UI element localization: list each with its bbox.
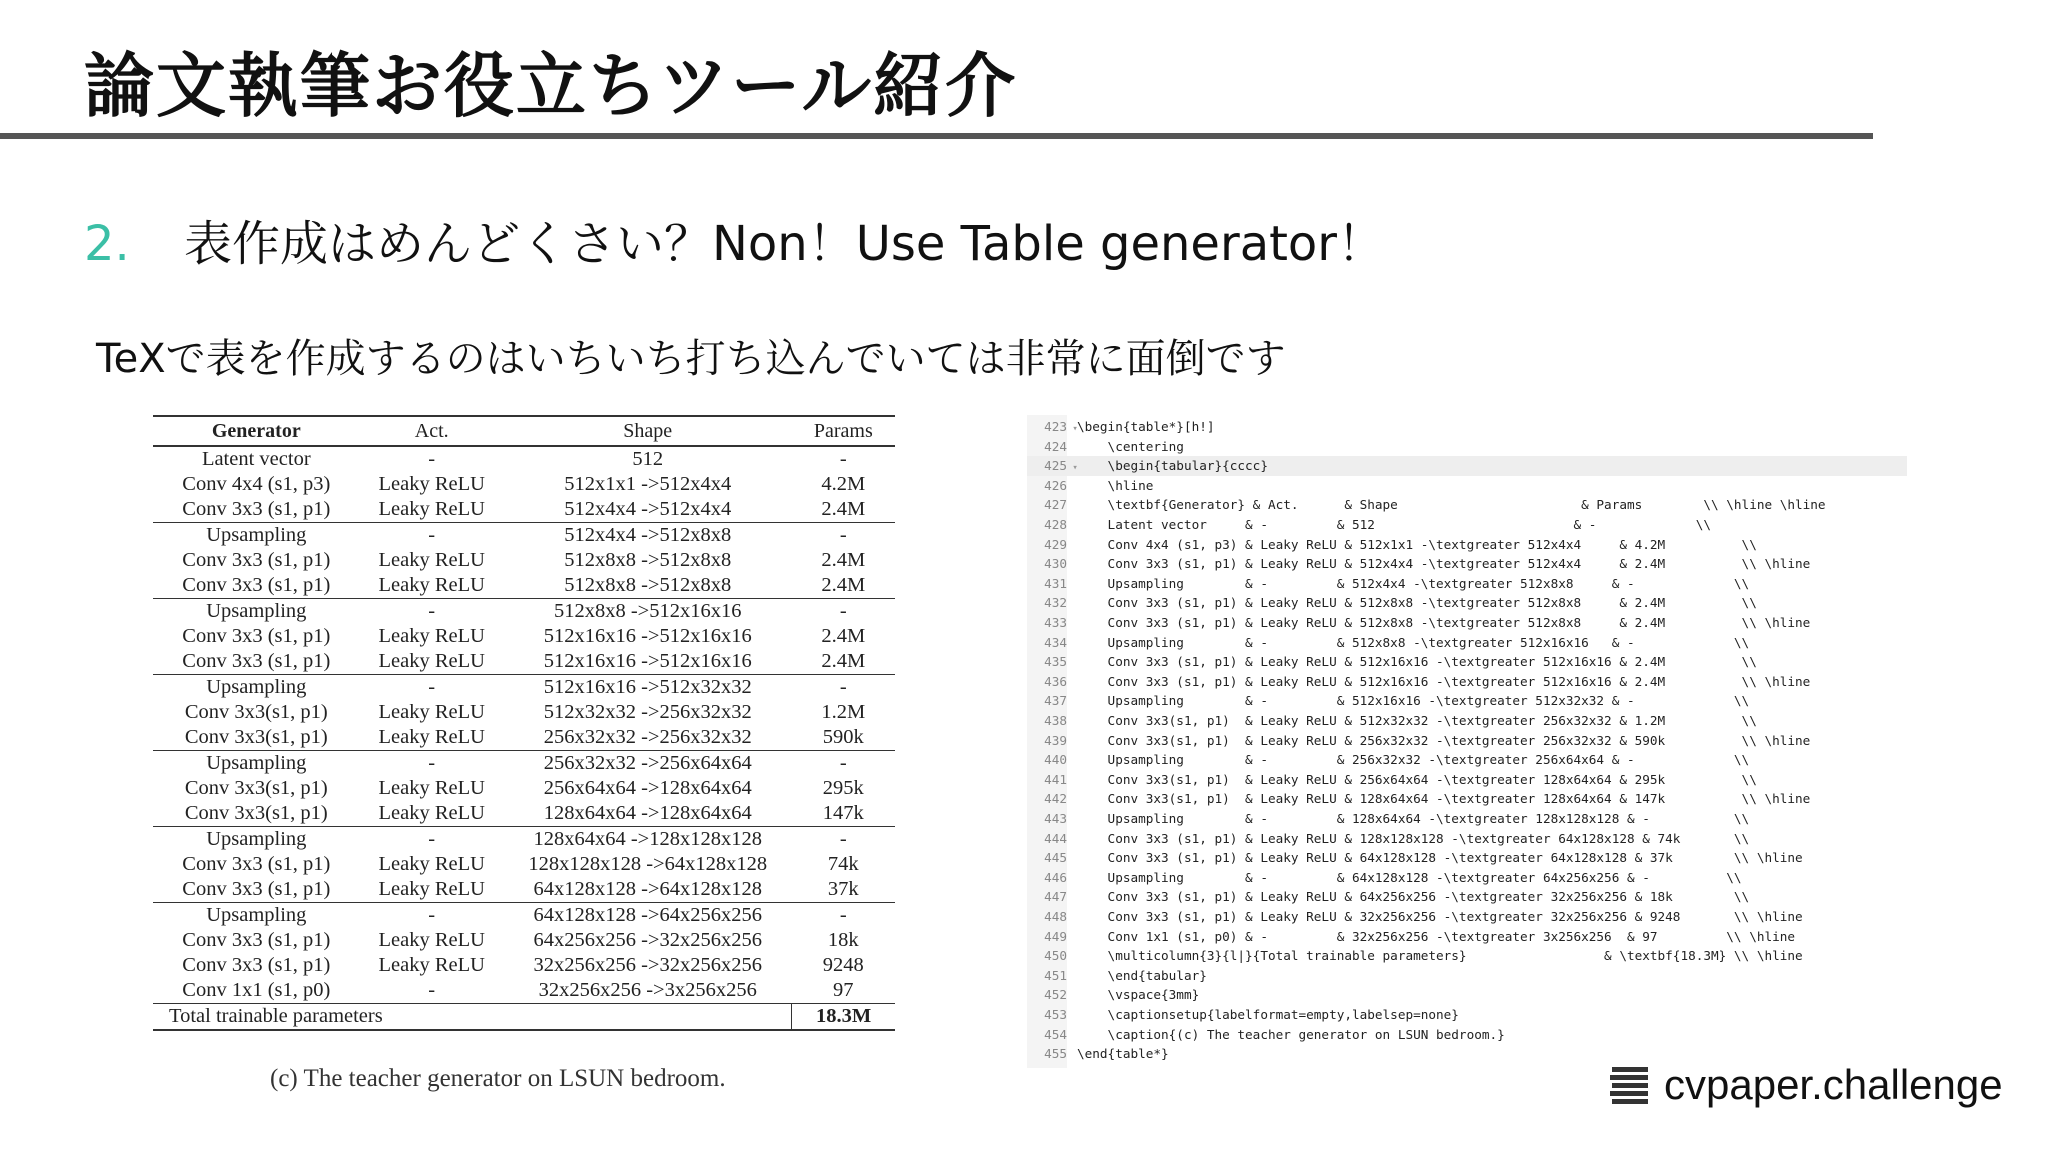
cell-params: -	[839, 524, 847, 546]
line-number: 436	[1044, 673, 1067, 689]
table-row	[153, 978, 895, 1004]
cell-act: Leaky ReLU	[360, 497, 504, 523]
line-number: 441	[1044, 771, 1067, 787]
line-number: 447	[1044, 889, 1067, 905]
code-line[interactable]	[1027, 495, 1907, 515]
line-number: 425	[1044, 458, 1067, 474]
code-text: Conv 3x3(s1, p1) & Leaky ReLU & 256x64x64 -\textgreater 128x64x64 & 295k \\	[1077, 771, 1757, 787]
code-line[interactable]	[1027, 966, 1907, 986]
cell-act: Leaky ReLU	[360, 573, 504, 599]
code-text: \end{table*}	[1077, 1046, 1169, 1062]
stacked-papers-icon	[1608, 1065, 1652, 1105]
cell-params: -	[839, 600, 847, 622]
table-row	[153, 827, 895, 853]
cell-layer: Conv 3x3 (s1, p1)	[182, 954, 331, 976]
code-text: Conv 3x3 (s1, p1) & Leaky ReLU & 512x4x4 -\textgreater 512x4x4 & 2.4M \\ \hline	[1077, 556, 1811, 572]
code-text: Latent vector & - & 512 & - \\	[1077, 517, 1711, 532]
cell-shape: 512x8x8 ->512x8x8	[504, 573, 792, 599]
line-number: 435	[1044, 654, 1067, 670]
cell-layer: Conv 3x3 (s1, p1)	[153, 497, 360, 523]
line-number: 454	[1044, 1026, 1067, 1042]
line-number: 429	[1044, 536, 1067, 552]
line-number: 426	[1044, 477, 1067, 493]
line-number: 442	[1044, 791, 1067, 807]
code-text: \begin{tabular}{cccc}	[1077, 458, 1268, 474]
code-text: Conv 3x3 (s1, p1) & Leaky ReLU & 64x256x256 -\textgreater 32x256x256 & 18k \\	[1077, 889, 1750, 905]
brand-logo	[1608, 1060, 2003, 1110]
cell-params: 2.4M	[792, 497, 895, 523]
cell-shape: 512x8x8 ->512x8x8	[564, 549, 732, 571]
code-line[interactable]	[1027, 770, 1907, 790]
code-text: Upsampling & - & 512x8x8 -\textgreater 512x16x16 & - \\	[1077, 634, 1750, 650]
line-number: 424	[1044, 438, 1067, 454]
line-number: 437	[1044, 693, 1067, 709]
cell-params: -	[839, 448, 847, 470]
cell-shape: 512x16x16 ->512x16x16	[504, 649, 792, 675]
cell-params: 97	[833, 979, 854, 1001]
fold-arrow-icon[interactable]: ▾	[1067, 463, 1078, 474]
cell-layer: Conv 3x3(s1, p1)	[153, 801, 360, 827]
cell-shape: 256x32x32 ->256x64x64	[543, 752, 752, 774]
line-number: 432	[1044, 595, 1067, 611]
code-text: Conv 3x3(s1, p1) & Leaky ReLU & 256x32x32 -\textgreater 256x32x32 & 590k \\ \hline	[1077, 732, 1811, 748]
code-text: \textbf{Generator} & Act. & Shape & Params \\ \hline \hline	[1077, 497, 1826, 513]
fold-arrow-icon[interactable]: ▾	[1067, 424, 1078, 434]
line-number: 439	[1044, 732, 1067, 748]
table-row	[153, 548, 895, 573]
cell-shape: 512x1x1 ->512x4x4	[564, 473, 732, 495]
code-line[interactable]	[1027, 887, 1907, 907]
cell-params: 2.4M	[821, 549, 866, 571]
line-number: 451	[1044, 967, 1067, 983]
cell-layer: Upsampling	[206, 600, 307, 622]
code-text: Conv 3x3(s1, p1) & Leaky ReLU & 128x64x64 -\textgreater 128x64x64 & 147k \\ \hline	[1077, 791, 1811, 807]
code-line[interactable]	[1027, 672, 1907, 692]
line-number: 448	[1044, 909, 1067, 924]
code-text: \vspace{3mm}	[1077, 987, 1200, 1003]
cell-shape: 64x256x256 ->32x256x256	[533, 929, 762, 951]
code-text: \captionsetup{labelformat=empty,labelsep=none}	[1077, 1007, 1459, 1022]
table-body	[153, 446, 895, 1030]
cell-layer: Conv 3x3 (s1, p1)	[153, 573, 360, 599]
cell-shape: 512x4x4 ->512x8x8	[564, 524, 732, 546]
line-number: 446	[1044, 869, 1067, 885]
line-number: 449	[1044, 928, 1067, 944]
cell-params: 9248	[822, 954, 864, 976]
cell-shape: 32x256x256 ->3x256x256	[538, 979, 757, 1001]
code-text: \caption{(c) The teacher generator on LSUN bedroom.}	[1077, 1026, 1505, 1042]
line-number: 450	[1044, 948, 1067, 964]
cell-layer: Upsampling	[206, 904, 307, 926]
code-editor[interactable]	[1027, 415, 1907, 1068]
cell-shape: 256x32x32 ->256x32x32	[504, 725, 792, 751]
cell-params: 37k	[792, 877, 895, 903]
cell-params: 295k	[822, 777, 864, 799]
line-number: 434	[1044, 634, 1067, 650]
cell-params: 2.4M	[792, 573, 895, 599]
cell-shape: 64x128x128 ->64x128x128	[504, 877, 792, 903]
table-row	[153, 472, 895, 497]
table-row	[153, 675, 895, 701]
cell-shape: 64x128x128 ->64x256x256	[533, 904, 762, 926]
code-line[interactable]	[1027, 652, 1907, 672]
code-text: Upsampling & - & 512x4x4 -\textgreater 512x8x8 & - \\	[1077, 575, 1750, 591]
description-text: TeXで表を作成するのはいちいち打ち込んでいては非常に面倒です	[96, 336, 1286, 382]
table-row	[153, 877, 895, 903]
code-text: Upsampling & - & 256x32x32 -\textgreater 256x64x64 & - \\	[1077, 752, 1750, 768]
line-number: 444	[1044, 830, 1067, 846]
line-number: 430	[1044, 556, 1067, 572]
code-text: Conv 3x3 (s1, p1) & Leaky ReLU & 512x8x8 -\textgreater 512x8x8 & 2.4M \\ \hline	[1077, 615, 1811, 630]
table-row	[153, 903, 895, 929]
cell-shape: 512x32x32 ->256x32x32	[543, 701, 752, 723]
line-number: 443	[1044, 811, 1067, 826]
header-shape: Shape	[623, 419, 673, 442]
code-line[interactable]	[1027, 691, 1907, 711]
header-generator: Generator	[211, 419, 301, 442]
code-line[interactable]	[1027, 633, 1907, 653]
line-number: 453	[1044, 1007, 1067, 1022]
cell-act: Leaky ReLU	[360, 801, 504, 827]
logo-text: cvpaper.challenge	[1664, 1061, 2003, 1108]
line-number: 423	[1044, 419, 1067, 434]
cell-layer: Upsampling	[206, 828, 307, 850]
code-line[interactable]	[1027, 848, 1907, 868]
cell-act: -	[428, 979, 436, 1001]
total-label: Total trainable parameters	[153, 1004, 792, 1031]
cell-layer: Upsampling	[206, 752, 307, 774]
table-row	[153, 725, 895, 751]
cell-params: -	[839, 904, 847, 926]
table-row	[153, 497, 895, 523]
code-text: \begin{table*}[h!]	[1077, 419, 1215, 434]
code-line[interactable]	[1027, 456, 1907, 476]
table-row	[153, 523, 895, 549]
bullet-point	[84, 205, 1385, 274]
cell-layer: Conv 3x3(s1, p1)	[184, 777, 328, 799]
cell-shape: 128x128x128 ->64x128x128	[528, 853, 768, 875]
cell-params: 590k	[792, 725, 895, 751]
table-row	[153, 953, 895, 978]
cell-params: 2.4M	[821, 625, 866, 647]
cell-shape: 512x4x4 ->512x4x4	[504, 497, 792, 523]
code-text: \centering	[1077, 438, 1184, 454]
cell-layer: Conv 1x1 (s1, p0)	[182, 979, 331, 1001]
latex-rendered-table	[153, 415, 895, 1031]
cell-shape: 256x64x64 ->128x64x64	[543, 777, 752, 799]
total-row	[153, 1004, 895, 1031]
cell-act: Leaky ReLU	[378, 473, 485, 495]
table-row	[153, 649, 895, 675]
cell-act: -	[428, 904, 436, 926]
cell-layer: Latent vector	[201, 448, 311, 470]
code-line[interactable]	[1027, 476, 1907, 496]
cell-params: 2.4M	[792, 649, 895, 675]
code-line[interactable]	[1027, 809, 1907, 829]
code-line[interactable]	[1027, 574, 1907, 594]
cell-layer: Conv 3x3 (s1, p1)	[182, 625, 331, 647]
cell-layer: Conv 3x3 (s1, p1)	[153, 649, 360, 675]
fold-spacer	[1067, 1047, 1077, 1067]
cell-params: -	[839, 828, 847, 850]
cell-act: Leaky ReLU	[378, 701, 485, 723]
code-line[interactable]	[1027, 907, 1907, 927]
cell-params: 1.2M	[821, 701, 866, 723]
code-line[interactable]	[1027, 711, 1907, 731]
cell-shape: 512x8x8 ->512x16x16	[553, 600, 742, 622]
cell-layer: Conv 3x3 (s1, p1)	[182, 929, 331, 951]
cell-act: -	[428, 828, 436, 850]
cell-act: Leaky ReLU	[378, 954, 485, 976]
code-text: Conv 3x3 (s1, p1) & Leaky ReLU & 512x16x16 -\textgreater 512x16x16 & 2.4M \\ \hline	[1077, 673, 1811, 689]
code-line[interactable]	[1027, 927, 1907, 947]
cell-act: Leaky ReLU	[360, 877, 504, 903]
cell-shape: 512x16x16 ->512x32x32	[543, 676, 752, 698]
table-row	[153, 599, 895, 625]
table-row	[153, 801, 895, 827]
bullet-text: 表作成はめんどくさい？Non！Use Table generator！	[184, 216, 1386, 272]
table-header	[153, 416, 895, 446]
table-row	[153, 446, 895, 472]
code-line[interactable]	[1027, 515, 1907, 535]
cell-shape: 128x64x64 ->128x128x128	[533, 828, 762, 850]
cell-shape: 512x16x16 ->512x16x16	[543, 625, 752, 647]
cell-act: Leaky ReLU	[360, 649, 504, 675]
table-row	[153, 776, 895, 801]
cell-shape: 128x64x64 ->128x64x64	[504, 801, 792, 827]
line-number: 445	[1044, 850, 1067, 866]
line-number: 440	[1044, 752, 1067, 768]
code-line[interactable]	[1027, 1025, 1907, 1045]
cell-params: -	[839, 752, 847, 774]
code-line[interactable]	[1027, 731, 1907, 751]
table-row	[153, 751, 895, 777]
code-text: Conv 1x1 (s1, p0) & - & 32x256x256 -\textgreater 3x256x256 & 97 \\ \hline	[1077, 928, 1796, 944]
cell-act: -	[428, 600, 436, 622]
code-line[interactable]	[1027, 1005, 1907, 1025]
table-row	[153, 573, 895, 599]
table-row	[153, 852, 895, 877]
code-line[interactable]	[1027, 868, 1907, 888]
cell-params: 74k	[827, 853, 859, 875]
total-value: 18.3M	[792, 1004, 895, 1031]
table-row	[153, 928, 895, 953]
line-number: 427	[1044, 497, 1067, 513]
code-text: Conv 3x3 (s1, p1) & Leaky ReLU & 512x8x8 -\textgreater 512x8x8 & 2.4M \\	[1077, 595, 1757, 611]
table-caption: (c) The teacher generator on LSUN bedroom.	[270, 1065, 726, 1092]
cell-act: Leaky ReLU	[378, 549, 485, 571]
table-row	[153, 700, 895, 725]
slide-title: 論文執筆お役立ちツール紹介	[84, 45, 1018, 127]
cell-params: 4.2M	[821, 473, 866, 495]
code-text: Upsampling & - & 128x64x64 -\textgreater 128x128x128 & - \\	[1077, 811, 1750, 826]
cell-layer: Conv 4x4 (s1, p3)	[182, 473, 331, 495]
cell-act: Leaky ReLU	[378, 625, 485, 647]
code-line[interactable]	[1027, 750, 1907, 770]
code-text: \hline	[1077, 477, 1154, 493]
cell-layer: Conv 3x3 (s1, p1)	[182, 549, 331, 571]
cell-shape: 512	[632, 448, 664, 470]
code-line[interactable]	[1027, 535, 1907, 555]
cell-act: Leaky ReLU	[360, 725, 504, 751]
cell-layer: Conv 3x3 (s1, p1)	[153, 877, 360, 903]
code-text: Conv 3x3 (s1, p1) & Leaky ReLU & 128x128x128 -\textgreater 64x128x128 & 74k \\	[1077, 830, 1750, 846]
code-line[interactable]	[1027, 946, 1907, 966]
header-act: Act.	[414, 419, 449, 442]
cell-params: -	[839, 676, 847, 698]
code-text: \end{tabular}	[1077, 967, 1207, 983]
line-number: 428	[1044, 517, 1067, 532]
code-text: Upsampling & - & 512x16x16 -\textgreater 512x32x32 & - \\	[1077, 693, 1750, 709]
cell-layer: Upsampling	[206, 676, 307, 698]
cell-layer: Conv 3x3(s1, p1)	[153, 725, 360, 751]
line-number: 455	[1044, 1046, 1067, 1062]
header-params: Params	[813, 419, 873, 442]
code-line[interactable]	[1027, 554, 1907, 574]
table-row	[153, 624, 895, 649]
code-text: Conv 3x3 (s1, p1) & Leaky ReLU & 512x16x16 -\textgreater 512x16x16 & 2.4M \\	[1077, 654, 1757, 670]
code-line[interactable]	[1027, 789, 1907, 809]
cell-params: 147k	[792, 801, 895, 827]
cell-layer: Conv 3x3(s1, p1)	[184, 701, 328, 723]
code-line[interactable]	[1027, 985, 1907, 1005]
code-line[interactable]	[1027, 437, 1907, 457]
cell-act: Leaky ReLU	[378, 853, 485, 875]
cell-act: -	[428, 448, 436, 470]
code-line[interactable]	[1027, 613, 1907, 633]
cell-act: -	[428, 752, 436, 774]
cell-layer: Conv 3x3 (s1, p1)	[182, 853, 331, 875]
line-number: 452	[1044, 987, 1067, 1003]
cell-act: Leaky ReLU	[378, 929, 485, 951]
title-divider	[0, 133, 1873, 139]
code-text: Upsampling & - & 64x128x128 -\textgreater 64x256x256 & - \\	[1077, 869, 1742, 885]
cell-act: Leaky ReLU	[378, 777, 485, 799]
code-text: Conv 3x3(s1, p1) & Leaky ReLU & 512x32x32 -\textgreater 256x32x32 & 1.2M \\	[1077, 713, 1757, 728]
code-text: Conv 3x3 (s1, p1) & Leaky ReLU & 64x128x128 -\textgreater 64x128x128 & 37k \\ \hline	[1077, 850, 1803, 866]
cell-params: 18k	[827, 929, 859, 951]
cell-shape: 32x256x256 ->32x256x256	[533, 954, 762, 976]
bullet-number: 2.	[84, 216, 130, 272]
code-line[interactable]	[1027, 593, 1907, 613]
cell-layer: Upsampling	[206, 524, 307, 546]
code-line[interactable]	[1027, 829, 1907, 849]
code-text: Conv 4x4 (s1, p3) & Leaky ReLU & 512x1x1 -\textgreater 512x4x4 & 4.2M \\	[1077, 536, 1757, 552]
line-number: 438	[1044, 713, 1067, 728]
cell-act: -	[428, 676, 436, 698]
cell-act: -	[428, 524, 436, 546]
code-text: \multicolumn{3}{l|}{Total trainable parameters} & \textbf{18.3M} \\ \hline	[1077, 948, 1803, 964]
line-number: 433	[1044, 615, 1067, 630]
code-text: Conv 3x3 (s1, p1) & Leaky ReLU & 32x256x256 -\textgreater 32x256x256 & 9248 \\ \hline	[1077, 909, 1803, 924]
code-line[interactable]	[1027, 417, 1907, 437]
line-number: 431	[1044, 575, 1067, 591]
